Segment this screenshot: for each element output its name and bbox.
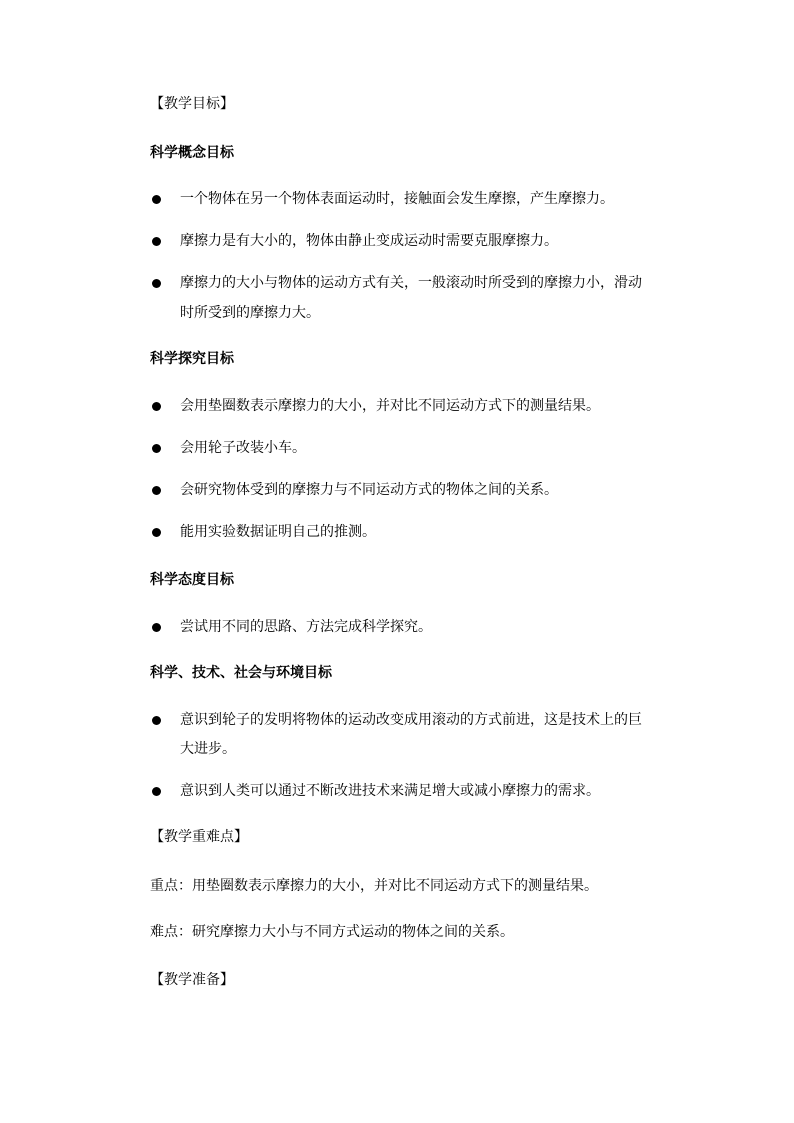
- key-difficulty-header: 【教学重难点】: [150, 829, 248, 845]
- bullet-icon: [152, 716, 161, 725]
- difficulty-text: 难点：研究摩擦力大小与不同方式运动的物体之间的关系。: [150, 924, 514, 940]
- sts-item-2: 意识到人类可以通过不断改进技术来满足增大或减小摩擦力的需求。: [180, 783, 600, 799]
- sts-heading: 科学、技术、社会与环境目标: [150, 665, 332, 681]
- goals-header: 【教学目标】: [150, 96, 234, 112]
- inquiry-item-2: 会用轮子改装小车。: [180, 440, 306, 456]
- bullet-icon: [152, 787, 161, 796]
- preparation-header: 【教学准备】: [150, 972, 234, 988]
- inquiry-item-1: 会用垫圈数表示摩擦力的大小，并对比不同运动方式下的测量结果。: [180, 398, 600, 414]
- inquiry-item-4: 能用实验数据证明自己的推测。: [180, 524, 376, 540]
- bullet-icon: [152, 486, 161, 495]
- concept-heading: 科学概念目标: [150, 145, 234, 161]
- sts-item-1-line1: 意识到轮子的发明将物体的运动改变成用滚动的方式前进，这是技术上的巨: [180, 712, 642, 728]
- bullet-icon: [152, 279, 161, 288]
- bullet-icon: [152, 623, 161, 632]
- inquiry-item-3: 会研究物体受到的摩擦力与不同运动方式的物体之间的关系。: [180, 482, 558, 498]
- bullet-icon: [152, 444, 161, 453]
- bullet-icon: [152, 195, 161, 204]
- attitude-item-1: 尝试用不同的思路、方法完成科学探究。: [180, 619, 432, 635]
- concept-item-3-line1: 摩擦力的大小与物体的运动方式有关，一般滚动时所受到的摩擦力小，滑动: [180, 275, 642, 291]
- inquiry-heading: 科学探究目标: [150, 351, 234, 367]
- attitude-heading: 科学态度目标: [150, 572, 234, 588]
- key-point-text: 重点：用垫圈数表示摩擦力的大小，并对比不同运动方式下的测量结果。: [150, 878, 598, 894]
- bullet-icon: [152, 402, 161, 411]
- sts-item-1-line2: 大进步。: [180, 741, 236, 757]
- concept-item-1: 一个物体在另一个物体表面运动时，接触面会发生摩擦，产生摩擦力。: [180, 191, 614, 207]
- concept-item-3-line2: 时所受到的摩擦力大。: [180, 305, 320, 321]
- bullet-icon: [152, 237, 161, 246]
- concept-item-2: 摩擦力是有大小的，物体由静止变成运动时需要克服摩擦力。: [180, 233, 558, 249]
- bullet-icon: [152, 528, 161, 537]
